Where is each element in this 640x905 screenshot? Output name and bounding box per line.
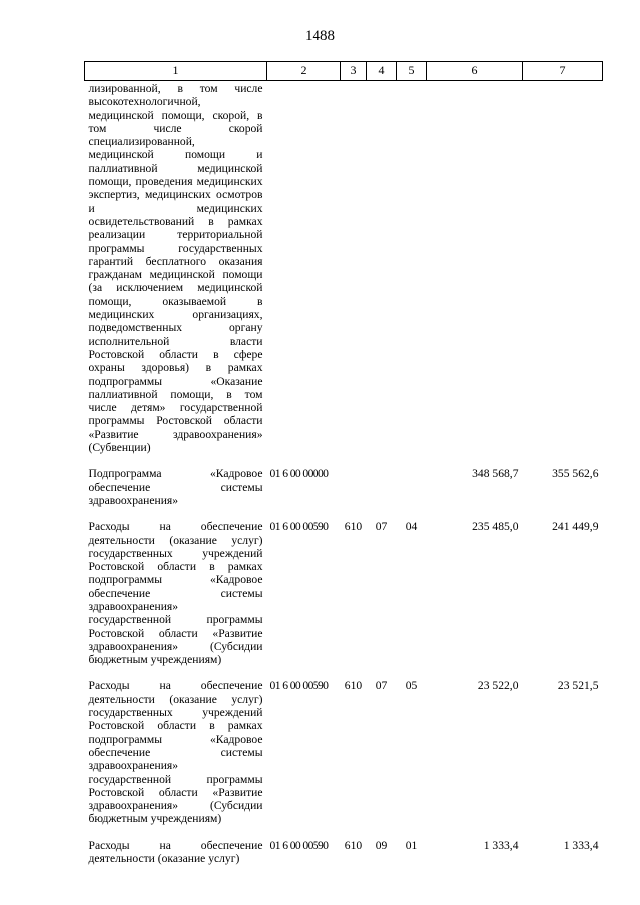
row-sum2: 355 562,6 [552, 467, 599, 481]
col-header-5: 5 [397, 62, 427, 81]
row-sum1: 1 333,4 [483, 838, 519, 852]
row-rz [367, 467, 397, 520]
budget-table [84, 61, 603, 878]
row-code: 01 6 00 00590 [269, 838, 329, 852]
row-pr: 04 [405, 520, 418, 534]
col-header-4: 4 [367, 62, 397, 81]
table-header [85, 62, 603, 81]
col-header-6: 6 [427, 62, 523, 81]
col-header-1: 1 [85, 62, 267, 81]
row-name: Расходы на обеспечение деятельности (оказание услуг) государственных учреждений Ростовской области в рамках подпрограммы «Кадровое обеспечение системы здравоохранения» государственной программы Ростовской области «Развитие здравоохранения» (Субсидии бюджетным учреждениям) [88, 520, 263, 667]
row-rz: 07 [375, 679, 388, 693]
row-sum1 [427, 81, 523, 468]
row-name: лизированной, в том числе высокотехнологичной, медицинской помощи, скорой, в том числе скорой специализированной, медицинской помощи и паллиативной медицинской помощи, проведения медицинских экспертиз, медицинских осмотров и медицинских освидетельствований в рамках реализации территориальной программы государственных гарантий бесплатного оказания гражданам медицинской помощи (за исключением медицинской помощи, оказываемой в медицинских организациях, подведомственных органу исполнительной власти Ростовской области в сфере охраны здоровья) в рамках подпрограммы «Оказание паллиативной помощи, в том числе детям» государственной программы Ростовской области «Развитие здравоохранения» (Субвенции) [88, 82, 263, 455]
row-name: Расходы на обеспечение деятельности (оказание услуг) [88, 838, 263, 866]
col-header-7: 7 [523, 62, 603, 81]
row-rz: 07 [375, 520, 388, 534]
row-vr: 610 [344, 838, 363, 852]
row-code: 01 6 00 00590 [269, 679, 329, 693]
col-header-2: 2 [267, 62, 341, 81]
row-rz: 09 [375, 838, 388, 852]
row-vr: 610 [344, 679, 363, 693]
table-row [85, 839, 603, 879]
table-row [85, 679, 603, 838]
page-number: 1488 [305, 28, 335, 44]
row-vr [341, 81, 367, 468]
row-pr: 01 [405, 838, 418, 852]
table-row [85, 520, 603, 679]
row-code: 01 6 00 00590 [269, 520, 329, 534]
row-pr [397, 81, 427, 468]
row-rz [367, 81, 397, 468]
col-header-3: 3 [341, 62, 367, 81]
table-body [85, 81, 603, 879]
row-sum2: 23 521,5 [557, 679, 599, 693]
row-sum1: 348 568,7 [472, 467, 519, 481]
row-code [267, 81, 341, 468]
row-vr: 610 [344, 520, 363, 534]
row-pr: 05 [405, 679, 418, 693]
table-row [85, 81, 603, 468]
row-name: Расходы на обеспечение деятельности (оказание услуг) государственных учреждений Ростовской области в рамках подпрограммы «Кадровое обеспечение системы здравоохранения» государственной программы Ростовской области «Развитие здравоохранения» (Субсидии бюджетным учреждениям) [88, 679, 263, 826]
row-sum2 [523, 81, 603, 468]
row-code: 01 6 00 00000 [269, 467, 329, 481]
row-sum1: 235 485,0 [472, 520, 519, 534]
row-vr [341, 467, 367, 520]
header-row [85, 62, 603, 81]
row-pr [397, 467, 427, 520]
table-row [85, 467, 603, 520]
row-name: Подпрограмма «Кадровое обеспечение системы здравоохранения» [88, 467, 263, 507]
row-sum2: 241 449,9 [552, 520, 599, 534]
row-sum2: 1 333,4 [563, 838, 599, 852]
row-sum1: 23 522,0 [477, 679, 519, 693]
